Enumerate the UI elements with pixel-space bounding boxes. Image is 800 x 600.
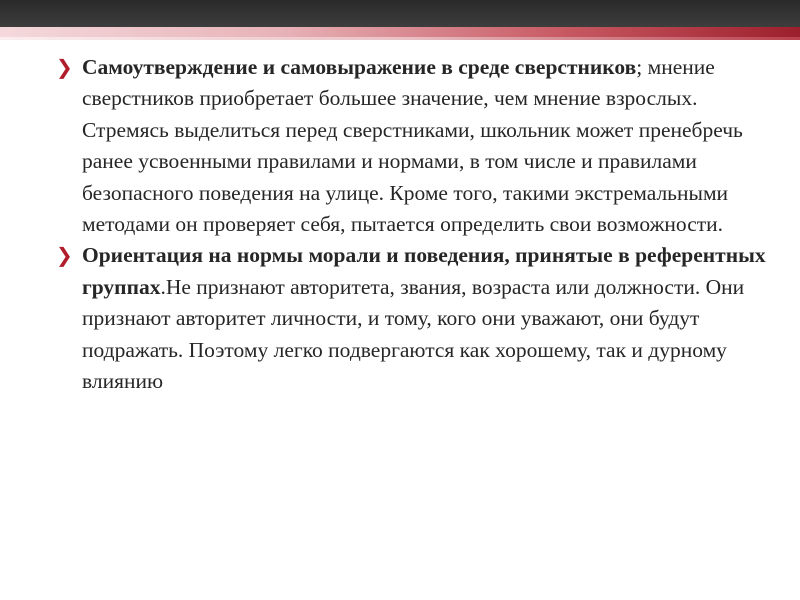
bullet-heading: Самоутверждение и самовыражение в среде сверстников [82,55,637,79]
title-bar-decoration [0,0,800,27]
bullet-item-self-assertion [56,52,776,240]
accent-band-thin [0,37,800,40]
accent-band [0,27,800,37]
chevron-right-icon: ❯ [56,243,73,268]
bullet-heading: Ориентация на нормы морали и поведения, принятые в референтных группах [82,243,766,299]
chevron-right-icon: ❯ [56,55,73,79]
bullet-body: .Не признают авторитета, звания, возраста или должности. Они признают авторитет личности, и тому, кого они уважают, они будут подражать. Поэтому легко подвергаются как хорошему, так и дурному влиянию [82,274,745,394]
bullet-body: ; мнение сверстников приобретает большее значение, чем мнение взрослых. Стремясь выделиться перед сверстниками, школьник может пренебречь ранее усвоенными правилами и нормами, в том числе и правилами безопасного поведения на улице. Кроме того, такими экстремальными методами он проверяет себя, пытается определить свои возможности. [82,55,743,237]
bullet-list [56,52,776,397]
bullet-item-moral-norms [56,240,776,397]
